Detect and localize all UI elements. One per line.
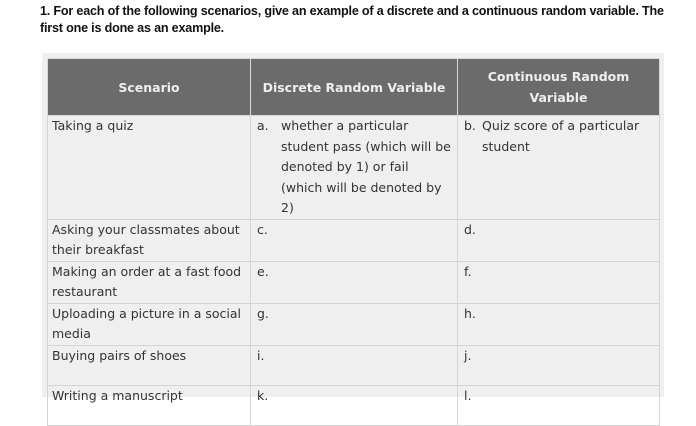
discrete-cell[interactable]: k. — [251, 385, 458, 425]
scenario-cell: Buying pairs of shoes — [48, 345, 251, 385]
scenario-cell: Writing a manuscript — [48, 385, 251, 425]
header-discrete: Discrete Random Variable — [251, 59, 458, 116]
continuous-cell — [458, 116, 660, 220]
continuous-cell[interactable]: l. — [458, 385, 660, 425]
discrete-answer: whether a particular student pass (which will be denoted by 1) or fail (which will be denoted by 2) — [281, 118, 451, 215]
table-row — [48, 219, 660, 261]
continuous-cell[interactable]: d. — [458, 219, 660, 261]
continuous-answer: Quiz score of a particular student — [482, 118, 640, 154]
table-row — [48, 345, 660, 385]
scenario-cell: Taking a quiz — [48, 116, 251, 220]
table-row — [48, 116, 660, 220]
discrete-cell — [251, 116, 458, 220]
discrete-cell[interactable]: i. — [251, 345, 458, 385]
scenario-table — [47, 58, 660, 426]
continuous-cell[interactable]: h. — [458, 303, 660, 345]
discrete-cell[interactable]: g. — [251, 303, 458, 345]
table-header-row — [48, 59, 660, 116]
item-label: a. — [257, 118, 269, 133]
discrete-cell[interactable]: c. — [251, 219, 458, 261]
item-label: b. — [464, 118, 476, 133]
continuous-cell[interactable]: f. — [458, 261, 660, 303]
table-row — [48, 303, 660, 345]
scenario-cell: Uploading a picture in a social media — [48, 303, 251, 345]
header-scenario: Scenario — [48, 59, 251, 116]
instructions: 1. For each of the following scenarios, give an example of a discrete and a continuous random variable. The first one is done as an example. — [40, 4, 664, 35]
discrete-cell[interactable]: e. — [251, 261, 458, 303]
table-row — [48, 385, 660, 425]
continuous-cell[interactable]: j. — [458, 345, 660, 385]
scenario-table-container — [42, 53, 664, 403]
scenario-cell: Making an order at a fast food restaurant — [48, 261, 251, 303]
header-continuous: Continuous Random Variable — [458, 59, 660, 116]
table-row — [48, 261, 660, 303]
scenario-cell: Asking your classmates about their breakfast — [48, 219, 251, 261]
